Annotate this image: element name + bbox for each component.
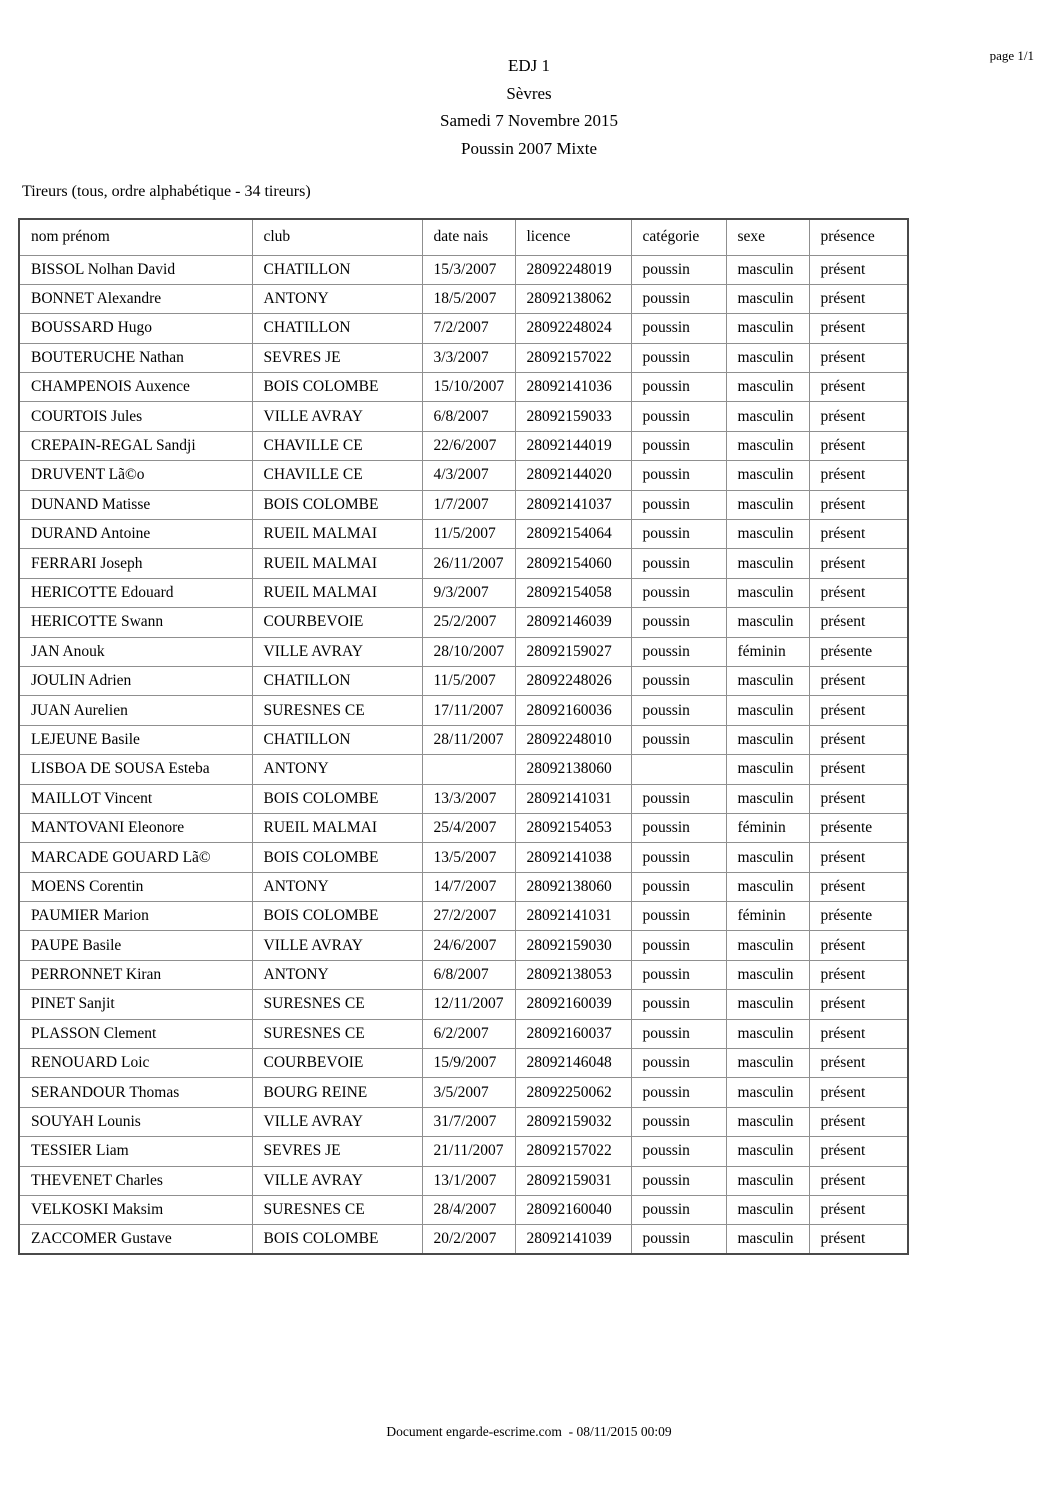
cell-categorie: poussin bbox=[631, 1019, 726, 1048]
cell-club: BOIS COLOMBE bbox=[252, 843, 422, 872]
cell-date: 27/2/2007 bbox=[422, 902, 515, 931]
cell-club: BOURG REINE bbox=[252, 1078, 422, 1107]
table-row bbox=[19, 1019, 908, 1048]
cell-categorie bbox=[631, 755, 726, 784]
cell-nom: PINET Sanjit bbox=[19, 990, 252, 1019]
cell-club: RUEIL MALMAI bbox=[252, 520, 422, 549]
table-row bbox=[19, 1166, 908, 1195]
cell-date: 7/2/2007 bbox=[422, 314, 515, 343]
cell-date: 14/7/2007 bbox=[422, 872, 515, 901]
cell-nom: CREPAIN-REGAL Sandji bbox=[19, 431, 252, 460]
cell-nom: FERRARI Joseph bbox=[19, 549, 252, 578]
cell-nom: ZACCOMER Gustave bbox=[19, 1225, 252, 1254]
cell-date: 6/8/2007 bbox=[422, 402, 515, 431]
table-row bbox=[19, 343, 908, 372]
cell-sexe: masculin bbox=[726, 549, 809, 578]
cell-licence: 28092250062 bbox=[515, 1078, 631, 1107]
cell-categorie: poussin bbox=[631, 255, 726, 284]
cell-licence: 28092160036 bbox=[515, 696, 631, 725]
cell-categorie: poussin bbox=[631, 1166, 726, 1195]
cell-licence: 28092141031 bbox=[515, 784, 631, 813]
cell-nom: PAUPE Basile bbox=[19, 931, 252, 960]
cell-presence: présent bbox=[809, 255, 908, 284]
cell-club: CHATILLON bbox=[252, 314, 422, 343]
cell-categorie: poussin bbox=[631, 490, 726, 519]
cell-date: 13/3/2007 bbox=[422, 784, 515, 813]
cell-date: 11/5/2007 bbox=[422, 666, 515, 695]
cell-licence: 28092141037 bbox=[515, 490, 631, 519]
table-row bbox=[19, 1078, 908, 1107]
cell-sexe: masculin bbox=[726, 255, 809, 284]
cell-sexe: masculin bbox=[726, 402, 809, 431]
table-row bbox=[19, 902, 908, 931]
cell-presence: présent bbox=[809, 373, 908, 402]
cell-presence: présent bbox=[809, 784, 908, 813]
cell-licence: 28092159030 bbox=[515, 931, 631, 960]
cell-sexe: féminin bbox=[726, 902, 809, 931]
cell-date: 11/5/2007 bbox=[422, 520, 515, 549]
cell-sexe: masculin bbox=[726, 843, 809, 872]
cell-nom: LISBOA DE SOUSA Esteba bbox=[19, 755, 252, 784]
cell-licence: 28092248026 bbox=[515, 666, 631, 695]
cell-categorie: poussin bbox=[631, 843, 726, 872]
cell-licence: 28092160039 bbox=[515, 990, 631, 1019]
cell-presence: présent bbox=[809, 1225, 908, 1254]
document-header bbox=[0, 0, 1058, 162]
cell-presence: présent bbox=[809, 1107, 908, 1136]
column-header-licence: licence bbox=[515, 219, 631, 255]
column-header-sexe: sexe bbox=[726, 219, 809, 255]
cell-club: CHATILLON bbox=[252, 666, 422, 695]
cell-categorie: poussin bbox=[631, 1137, 726, 1166]
table-row bbox=[19, 255, 908, 284]
cell-date: 3/5/2007 bbox=[422, 1078, 515, 1107]
cell-club: RUEIL MALMAI bbox=[252, 549, 422, 578]
cell-categorie: poussin bbox=[631, 1049, 726, 1078]
cell-club: BOIS COLOMBE bbox=[252, 1225, 422, 1254]
cell-nom: BONNET Alexandre bbox=[19, 284, 252, 313]
cell-date: 4/3/2007 bbox=[422, 461, 515, 490]
cell-date: 24/6/2007 bbox=[422, 931, 515, 960]
cell-club: VILLE AVRAY bbox=[252, 637, 422, 666]
cell-date: 12/11/2007 bbox=[422, 990, 515, 1019]
column-header-presence: présence bbox=[809, 219, 908, 255]
cell-sexe: masculin bbox=[726, 1019, 809, 1048]
cell-categorie: poussin bbox=[631, 902, 726, 931]
cell-sexe: masculin bbox=[726, 314, 809, 343]
cell-presence: présent bbox=[809, 549, 908, 578]
cell-licence: 28092141031 bbox=[515, 902, 631, 931]
cell-date: 18/5/2007 bbox=[422, 284, 515, 313]
cell-club: CHAVILLE CE bbox=[252, 431, 422, 460]
table-row bbox=[19, 931, 908, 960]
cell-categorie: poussin bbox=[631, 402, 726, 431]
cell-licence: 28092154064 bbox=[515, 520, 631, 549]
cell-licence: 28092159033 bbox=[515, 402, 631, 431]
cell-sexe: masculin bbox=[726, 725, 809, 754]
table-row bbox=[19, 666, 908, 695]
cell-nom: PERRONNET Kiran bbox=[19, 960, 252, 989]
cell-presence: présent bbox=[809, 608, 908, 637]
table-row bbox=[19, 549, 908, 578]
subtitle-location: Sèvres bbox=[506, 83, 552, 103]
cell-presence: présent bbox=[809, 1166, 908, 1195]
cell-presence: présent bbox=[809, 931, 908, 960]
cell-nom: JUAN Aurelien bbox=[19, 696, 252, 725]
cell-licence: 28092154060 bbox=[515, 549, 631, 578]
cell-club: BOIS COLOMBE bbox=[252, 902, 422, 931]
cell-nom: JAN Anouk bbox=[19, 637, 252, 666]
cell-club: SURESNES CE bbox=[252, 990, 422, 1019]
cell-categorie: poussin bbox=[631, 461, 726, 490]
table-row bbox=[19, 725, 908, 754]
cell-date: 28/4/2007 bbox=[422, 1196, 515, 1225]
cell-licence: 28092154053 bbox=[515, 813, 631, 842]
cell-sexe: masculin bbox=[726, 872, 809, 901]
cell-presence: présente bbox=[809, 902, 908, 931]
cell-presence: présent bbox=[809, 1078, 908, 1107]
cell-categorie: poussin bbox=[631, 1107, 726, 1136]
table-row bbox=[19, 431, 908, 460]
cell-date: 9/3/2007 bbox=[422, 578, 515, 607]
table-row bbox=[19, 1137, 908, 1166]
column-header-nom: nom prénom bbox=[19, 219, 252, 255]
cell-presence: présent bbox=[809, 666, 908, 695]
cell-date: 22/6/2007 bbox=[422, 431, 515, 460]
cell-categorie: poussin bbox=[631, 608, 726, 637]
cell-categorie: poussin bbox=[631, 990, 726, 1019]
cell-nom: DUNAND Matisse bbox=[19, 490, 252, 519]
cell-presence: présent bbox=[809, 990, 908, 1019]
cell-sexe: masculin bbox=[726, 578, 809, 607]
cell-presence: présent bbox=[809, 696, 908, 725]
cell-sexe: masculin bbox=[726, 960, 809, 989]
cell-nom: VELKOSKI Maksim bbox=[19, 1196, 252, 1225]
cell-club: BOIS COLOMBE bbox=[252, 373, 422, 402]
table-row bbox=[19, 1196, 908, 1225]
cell-presence: présent bbox=[809, 843, 908, 872]
table-row bbox=[19, 608, 908, 637]
cell-club: COURBEVOIE bbox=[252, 1049, 422, 1078]
cell-date: 31/7/2007 bbox=[422, 1107, 515, 1136]
cell-club: ANTONY bbox=[252, 960, 422, 989]
cell-date: 20/2/2007 bbox=[422, 1225, 515, 1254]
table-row bbox=[19, 990, 908, 1019]
cell-licence: 28092138062 bbox=[515, 284, 631, 313]
cell-presence: présent bbox=[809, 1137, 908, 1166]
cell-presence: présente bbox=[809, 637, 908, 666]
cell-presence: présent bbox=[809, 1196, 908, 1225]
cell-sexe: masculin bbox=[726, 1137, 809, 1166]
cell-date: 15/3/2007 bbox=[422, 255, 515, 284]
cell-categorie: poussin bbox=[631, 696, 726, 725]
cell-licence: 28092138053 bbox=[515, 960, 631, 989]
cell-presence: présent bbox=[809, 960, 908, 989]
subtitle-date: Samedi 7 Novembre 2015 bbox=[440, 111, 618, 130]
cell-licence: 28092160040 bbox=[515, 1196, 631, 1225]
cell-nom: PLASSON Clement bbox=[19, 1019, 252, 1048]
cell-date bbox=[422, 755, 515, 784]
cell-categorie: poussin bbox=[631, 1196, 726, 1225]
cell-categorie: poussin bbox=[631, 960, 726, 989]
cell-licence: 28092138060 bbox=[515, 872, 631, 901]
table-row bbox=[19, 520, 908, 549]
cell-licence: 28092138060 bbox=[515, 755, 631, 784]
cell-sexe: masculin bbox=[726, 520, 809, 549]
cell-sexe: masculin bbox=[726, 1196, 809, 1225]
cell-categorie: poussin bbox=[631, 1078, 726, 1107]
cell-date: 28/10/2007 bbox=[422, 637, 515, 666]
cell-club: VILLE AVRAY bbox=[252, 1107, 422, 1136]
cell-nom: LEJEUNE Basile bbox=[19, 725, 252, 754]
cell-categorie: poussin bbox=[631, 314, 726, 343]
table-header-row bbox=[19, 219, 908, 255]
table-row bbox=[19, 755, 908, 784]
cell-nom: MARCADE GOUARD Lã© bbox=[19, 843, 252, 872]
cell-club: BOIS COLOMBE bbox=[252, 490, 422, 519]
table-row bbox=[19, 1107, 908, 1136]
cell-nom: THEVENET Charles bbox=[19, 1166, 252, 1195]
cell-sexe: masculin bbox=[726, 608, 809, 637]
cell-presence: présente bbox=[809, 813, 908, 842]
cell-club: CHAVILLE CE bbox=[252, 461, 422, 490]
cell-club: SEVRES JE bbox=[252, 1137, 422, 1166]
cell-sexe: masculin bbox=[726, 931, 809, 960]
cell-nom: HERICOTTE Swann bbox=[19, 608, 252, 637]
cell-licence: 28092159027 bbox=[515, 637, 631, 666]
cell-date: 13/1/2007 bbox=[422, 1166, 515, 1195]
cell-club: COURBEVOIE bbox=[252, 608, 422, 637]
section-title: Tireurs (tous, ordre alphabétique - 34 tireurs) bbox=[22, 183, 311, 200]
column-header-club: club bbox=[252, 219, 422, 255]
cell-licence: 28092159032 bbox=[515, 1107, 631, 1136]
cell-categorie: poussin bbox=[631, 520, 726, 549]
cell-licence: 28092141038 bbox=[515, 843, 631, 872]
cell-date: 17/11/2007 bbox=[422, 696, 515, 725]
table-row bbox=[19, 284, 908, 313]
cell-licence: 28092141039 bbox=[515, 1225, 631, 1254]
cell-sexe: masculin bbox=[726, 1078, 809, 1107]
cell-club: ANTONY bbox=[252, 755, 422, 784]
cell-licence: 28092144019 bbox=[515, 431, 631, 460]
cell-sexe: masculin bbox=[726, 1166, 809, 1195]
cell-categorie: poussin bbox=[631, 784, 726, 813]
cell-nom: COURTOIS Jules bbox=[19, 402, 252, 431]
cell-presence: présent bbox=[809, 461, 908, 490]
cell-club: ANTONY bbox=[252, 872, 422, 901]
cell-nom: PAUMIER Marion bbox=[19, 902, 252, 931]
cell-date: 28/11/2007 bbox=[422, 725, 515, 754]
cell-categorie: poussin bbox=[631, 931, 726, 960]
cell-sexe: masculin bbox=[726, 431, 809, 460]
cell-licence: 28092146039 bbox=[515, 608, 631, 637]
table-row bbox=[19, 314, 908, 343]
cell-club: SURESNES CE bbox=[252, 1196, 422, 1225]
cell-date: 13/5/2007 bbox=[422, 843, 515, 872]
cell-sexe: masculin bbox=[726, 461, 809, 490]
cell-categorie: poussin bbox=[631, 284, 726, 313]
cell-nom: CHAMPENOIS Auxence bbox=[19, 373, 252, 402]
cell-presence: présent bbox=[809, 1019, 908, 1048]
cell-presence: présent bbox=[809, 314, 908, 343]
cell-presence: présent bbox=[809, 755, 908, 784]
cell-club: SEVRES JE bbox=[252, 343, 422, 372]
cell-presence: présent bbox=[809, 872, 908, 901]
cell-sexe: masculin bbox=[726, 1049, 809, 1078]
cell-date: 25/4/2007 bbox=[422, 813, 515, 842]
cell-presence: présent bbox=[809, 725, 908, 754]
cell-categorie: poussin bbox=[631, 343, 726, 372]
cell-sexe: masculin bbox=[726, 696, 809, 725]
cell-nom: MOENS Corentin bbox=[19, 872, 252, 901]
cell-categorie: poussin bbox=[631, 666, 726, 695]
cell-presence: présent bbox=[809, 520, 908, 549]
cell-club: CHATILLON bbox=[252, 255, 422, 284]
cell-categorie: poussin bbox=[631, 431, 726, 460]
cell-licence: 28092248019 bbox=[515, 255, 631, 284]
cell-licence: 28092141036 bbox=[515, 373, 631, 402]
cell-sexe: masculin bbox=[726, 784, 809, 813]
cell-date: 21/11/2007 bbox=[422, 1137, 515, 1166]
cell-date: 15/9/2007 bbox=[422, 1049, 515, 1078]
cell-nom: RENOUARD Loic bbox=[19, 1049, 252, 1078]
fencers-table bbox=[18, 218, 909, 1255]
table-row bbox=[19, 373, 908, 402]
cell-licence: 28092146048 bbox=[515, 1049, 631, 1078]
cell-categorie: poussin bbox=[631, 872, 726, 901]
cell-sexe: masculin bbox=[726, 490, 809, 519]
cell-sexe: masculin bbox=[726, 343, 809, 372]
table-row bbox=[19, 1225, 908, 1254]
cell-nom: BOUSSARD Hugo bbox=[19, 314, 252, 343]
table-row bbox=[19, 960, 908, 989]
cell-licence: 28092248024 bbox=[515, 314, 631, 343]
cell-licence: 28092248010 bbox=[515, 725, 631, 754]
cell-club: RUEIL MALMAI bbox=[252, 578, 422, 607]
cell-licence: 28092160037 bbox=[515, 1019, 631, 1048]
cell-nom: SOUYAH Lounis bbox=[19, 1107, 252, 1136]
cell-nom: HERICOTTE Edouard bbox=[19, 578, 252, 607]
cell-club: SURESNES CE bbox=[252, 696, 422, 725]
table-header bbox=[19, 219, 908, 255]
cell-club: CHATILLON bbox=[252, 725, 422, 754]
cell-club: ANTONY bbox=[252, 284, 422, 313]
cell-sexe: masculin bbox=[726, 990, 809, 1019]
cell-sexe: masculin bbox=[726, 666, 809, 695]
table-row bbox=[19, 637, 908, 666]
cell-date: 26/11/2007 bbox=[422, 549, 515, 578]
cell-categorie: poussin bbox=[631, 637, 726, 666]
cell-presence: présent bbox=[809, 1049, 908, 1078]
cell-sexe: féminin bbox=[726, 813, 809, 842]
cell-club: RUEIL MALMAI bbox=[252, 813, 422, 842]
cell-licence: 28092144020 bbox=[515, 461, 631, 490]
cell-categorie: poussin bbox=[631, 549, 726, 578]
cell-club: SURESNES CE bbox=[252, 1019, 422, 1048]
cell-licence: 28092157022 bbox=[515, 1137, 631, 1166]
cell-licence: 28092157022 bbox=[515, 343, 631, 372]
cell-date: 25/2/2007 bbox=[422, 608, 515, 637]
cell-date: 6/8/2007 bbox=[422, 960, 515, 989]
cell-categorie: poussin bbox=[631, 373, 726, 402]
cell-categorie: poussin bbox=[631, 578, 726, 607]
cell-sexe: masculin bbox=[726, 373, 809, 402]
cell-presence: présent bbox=[809, 490, 908, 519]
column-header-date: date nais bbox=[422, 219, 515, 255]
cell-nom: MANTOVANI Eleonore bbox=[19, 813, 252, 842]
cell-nom: DURAND Antoine bbox=[19, 520, 252, 549]
table-row bbox=[19, 461, 908, 490]
table-body bbox=[19, 255, 908, 1254]
cell-sexe: masculin bbox=[726, 1107, 809, 1136]
cell-date: 3/3/2007 bbox=[422, 343, 515, 372]
cell-date: 15/10/2007 bbox=[422, 373, 515, 402]
cell-nom: BISSOL Nolhan David bbox=[19, 255, 252, 284]
cell-date: 6/2/2007 bbox=[422, 1019, 515, 1048]
page-title: EDJ 1 bbox=[507, 56, 551, 75]
table-row bbox=[19, 402, 908, 431]
table-row bbox=[19, 490, 908, 519]
cell-nom: BOUTERUCHE Nathan bbox=[19, 343, 252, 372]
page-number-label: page 1/1 bbox=[989, 48, 1034, 63]
table-row bbox=[19, 578, 908, 607]
document-footer: Document engarde-escrime.com - 08/11/2015 00:09 bbox=[386, 1424, 672, 1439]
cell-presence: présent bbox=[809, 284, 908, 313]
cell-categorie: poussin bbox=[631, 725, 726, 754]
cell-presence: présent bbox=[809, 343, 908, 372]
column-header-categorie: catégorie bbox=[631, 219, 726, 255]
table-row bbox=[19, 784, 908, 813]
table-row bbox=[19, 843, 908, 872]
cell-club: BOIS COLOMBE bbox=[252, 784, 422, 813]
cell-sexe: masculin bbox=[726, 1225, 809, 1254]
cell-presence: présent bbox=[809, 402, 908, 431]
cell-presence: présent bbox=[809, 431, 908, 460]
cell-presence: présent bbox=[809, 578, 908, 607]
table-row bbox=[19, 813, 908, 842]
cell-nom: SERANDOUR Thomas bbox=[19, 1078, 252, 1107]
table-row bbox=[19, 1049, 908, 1078]
cell-nom: TESSIER Liam bbox=[19, 1137, 252, 1166]
cell-sexe: masculin bbox=[726, 284, 809, 313]
cell-nom: MAILLOT Vincent bbox=[19, 784, 252, 813]
cell-licence: 28092154058 bbox=[515, 578, 631, 607]
cell-club: VILLE AVRAY bbox=[252, 931, 422, 960]
cell-licence: 28092159031 bbox=[515, 1166, 631, 1195]
cell-club: VILLE AVRAY bbox=[252, 1166, 422, 1195]
cell-categorie: poussin bbox=[631, 1225, 726, 1254]
cell-categorie: poussin bbox=[631, 813, 726, 842]
cell-nom: JOULIN Adrien bbox=[19, 666, 252, 695]
cell-sexe: masculin bbox=[726, 755, 809, 784]
subtitle-category: Poussin 2007 Mixte bbox=[460, 138, 598, 158]
table-row bbox=[19, 696, 908, 725]
table-row bbox=[19, 872, 908, 901]
cell-nom: DRUVENT Lã©o bbox=[19, 461, 252, 490]
cell-date: 1/7/2007 bbox=[422, 490, 515, 519]
cell-club: VILLE AVRAY bbox=[252, 402, 422, 431]
cell-sexe: féminin bbox=[726, 637, 809, 666]
